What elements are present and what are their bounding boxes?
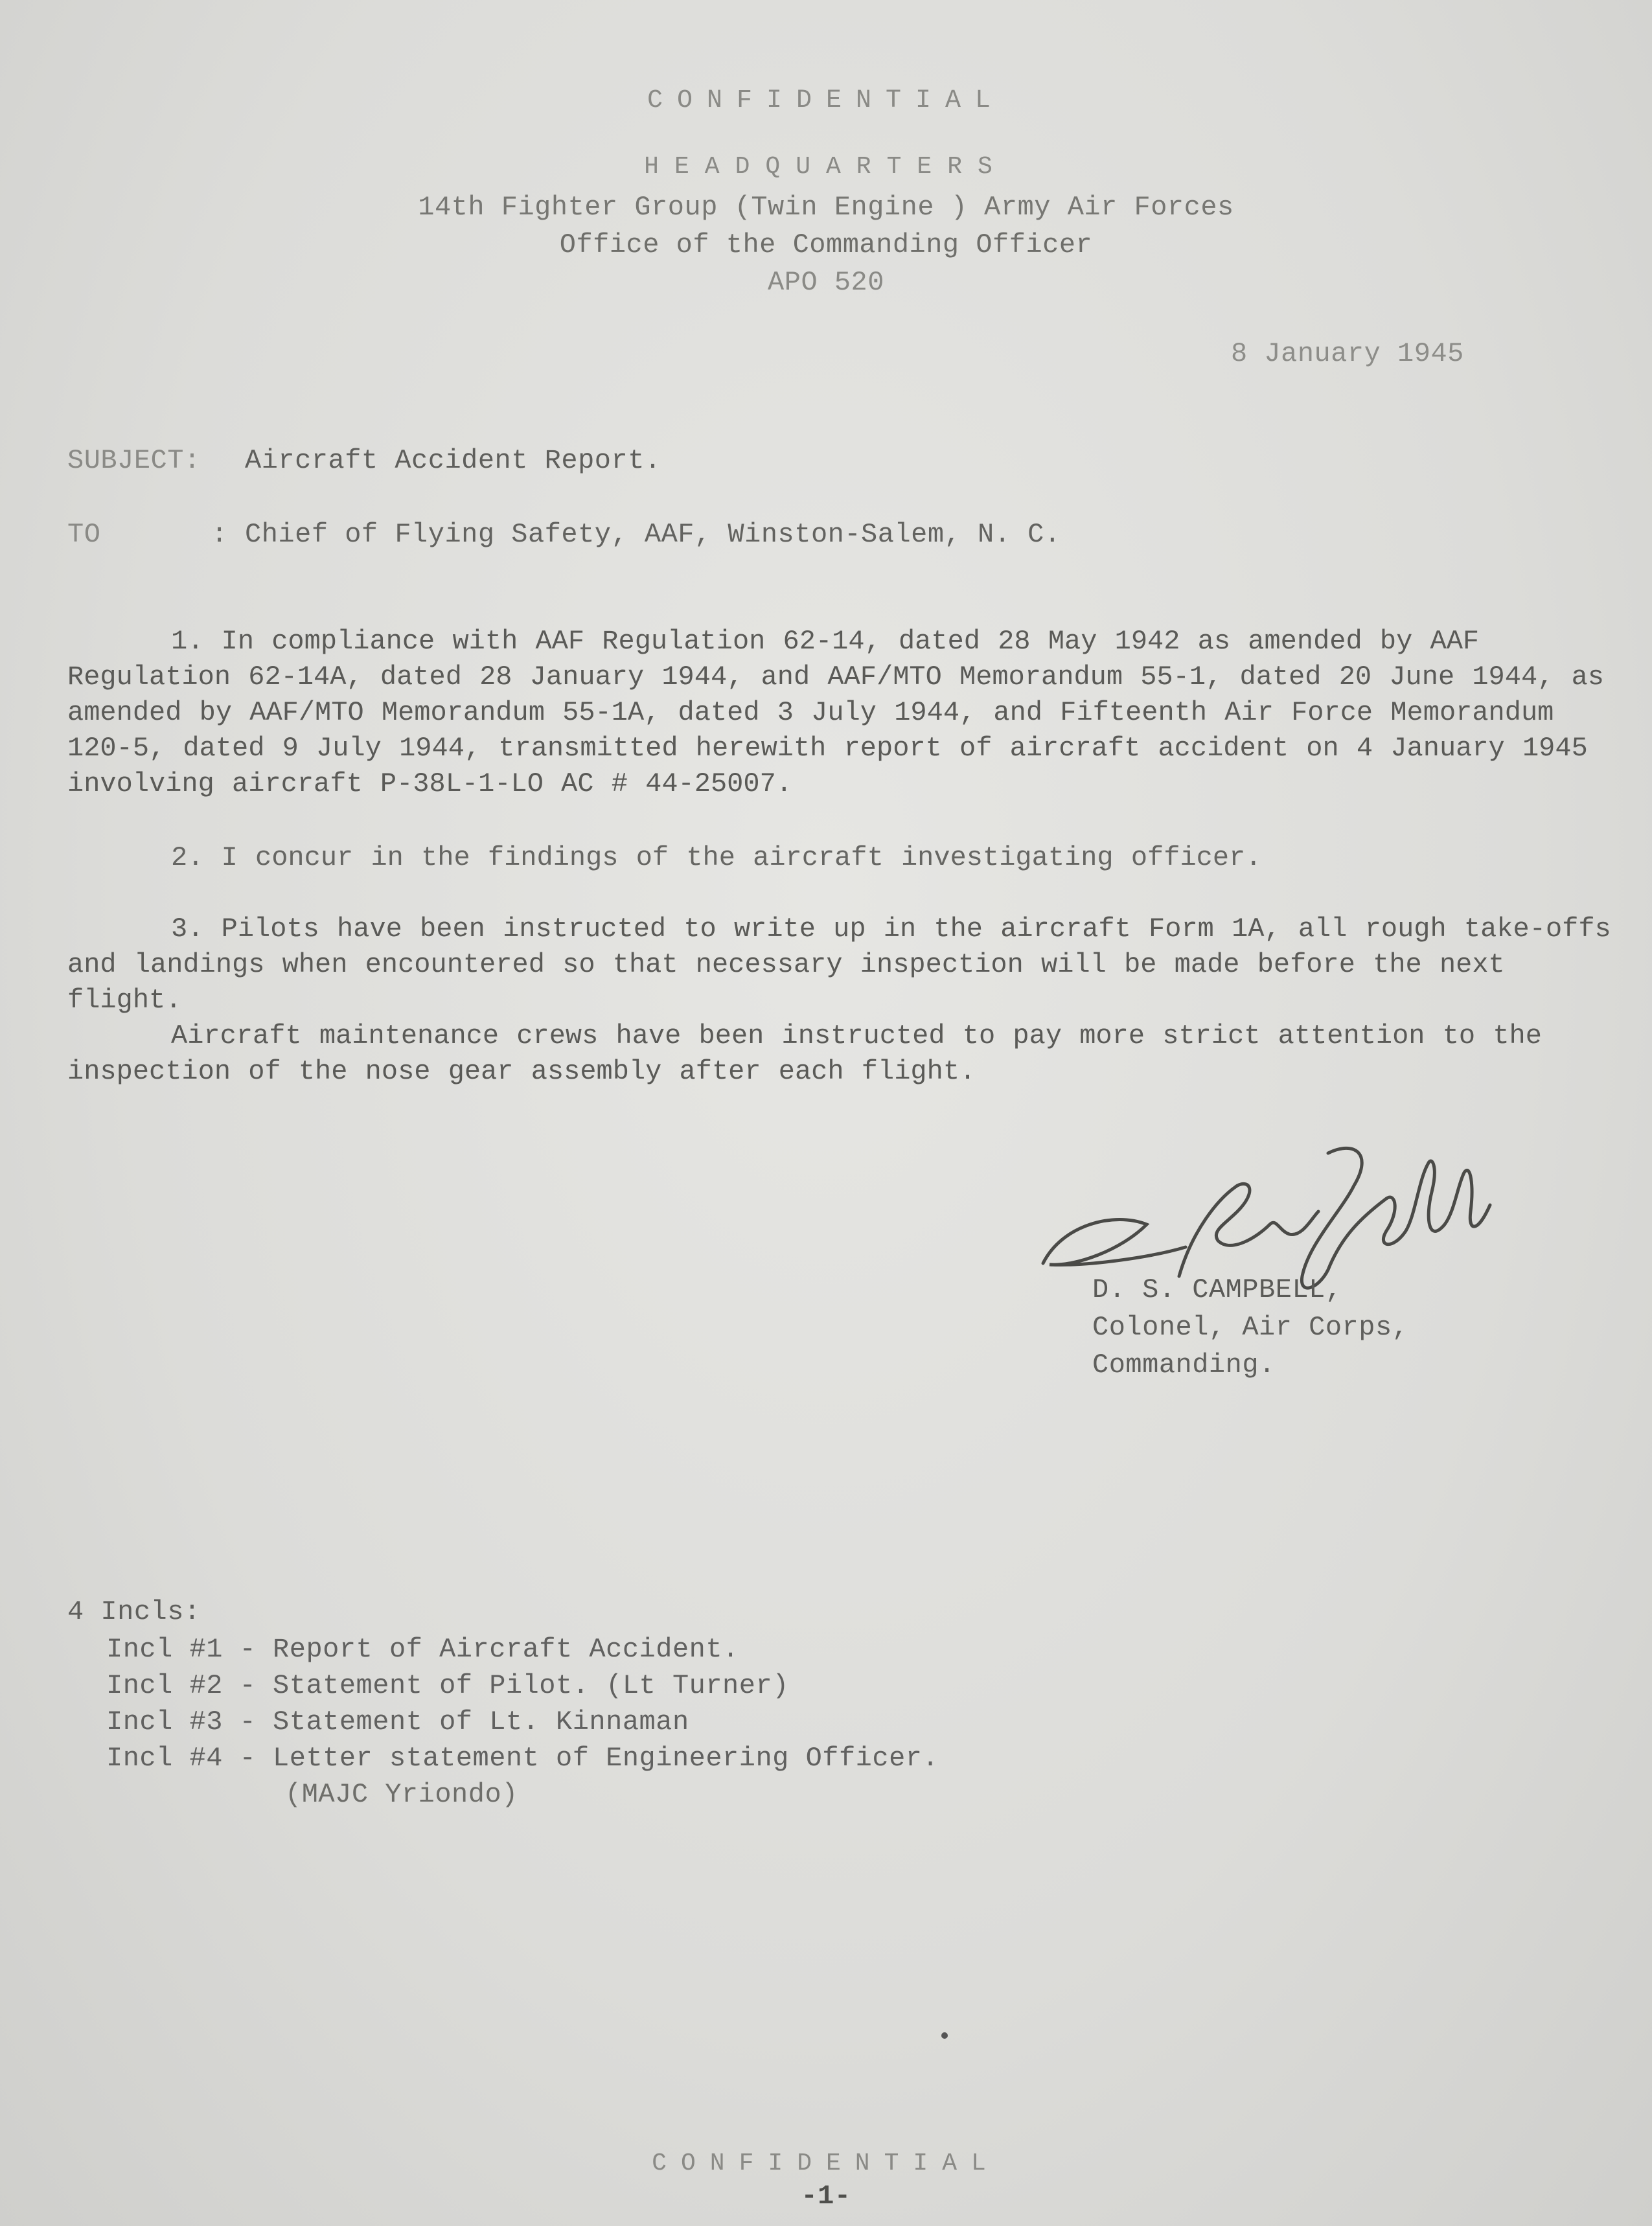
to-separator: : [211, 519, 228, 550]
inclosure-item-1: Incl #1 - Report of Aircraft Accident. [106, 1634, 739, 1665]
paragraph-3-continued: Aircraft maintenance crews have been instructed to pay more strict attention to the inspection of the nose gear assembly after each flight. [67, 1020, 1542, 1087]
to-text: Chief of Flying Safety, AAF, Winston-Salem, N. C. [245, 519, 1061, 550]
apo-line: APO 520 [768, 267, 884, 298]
inclosure-item-4-sub: (MAJC Yriondo) [285, 1779, 518, 1810]
signature-rank: Colonel, Air Corps, [1092, 1312, 1409, 1343]
stray-mark [941, 2032, 948, 2039]
signature-name: D. S. CAMPBELL, [1092, 1274, 1342, 1305]
classification-footer: CONFIDENTIAL [652, 2150, 1000, 2177]
inclosures-heading: 4 Incls: [67, 1596, 201, 1627]
unit-line: 14th Fighter Group (Twin Engine ) Army Air Forces [418, 192, 1234, 223]
signature-role: Commanding. [1092, 1349, 1276, 1381]
page-number: -1- [801, 2181, 851, 2212]
inclosure-item-4: Incl #4 - Letter statement of Engineering Officer. [106, 1743, 939, 1774]
headquarters-heading: HEADQUARTERS [644, 153, 1008, 181]
paragraph-3: 3. Pilots have been instructed to write up in the aircraft Form 1A, all rough take-offs and landings when encountered so that necessary inspection will be made before the next flight. [67, 913, 1611, 1016]
subject-label: SUBJECT: [67, 445, 201, 476]
paragraph-1: 1. In compliance with AAF Regulation 62-14, dated 28 May 1942 as amended by AAF Regulation 62-14A, dated 28 January 1944, and AAF/MTO Memorandum 55-1, dated 20 June 1944, as amended by AAF/MTO Memorandum 55-1A, dated 3 July 1944, and Fifteenth Air Force Memorandum 120-5, dated 9 July 1944, transmitted herewith report of aircraft accident on 4 January 1945 involving aircraft P-38L-1-LO AC # 44-25007. [67, 626, 1604, 799]
office-line: Office of the Commanding Officer [559, 229, 1093, 260]
inclosure-item-3: Incl #3 - Statement of Lt. Kinnaman [106, 1706, 689, 1738]
classification-header: CONFIDENTIAL [647, 86, 1005, 115]
subject-text: Aircraft Accident Report. [245, 445, 661, 476]
to-label: TO [67, 519, 101, 550]
paragraph-2: 2. I concur in the findings of the aircraft investigating officer. [171, 842, 1262, 873]
inclosure-item-2: Incl #2 - Statement of Pilot. (Lt Turner) [106, 1670, 789, 1701]
date-line: 8 January 1945 [1231, 338, 1464, 369]
